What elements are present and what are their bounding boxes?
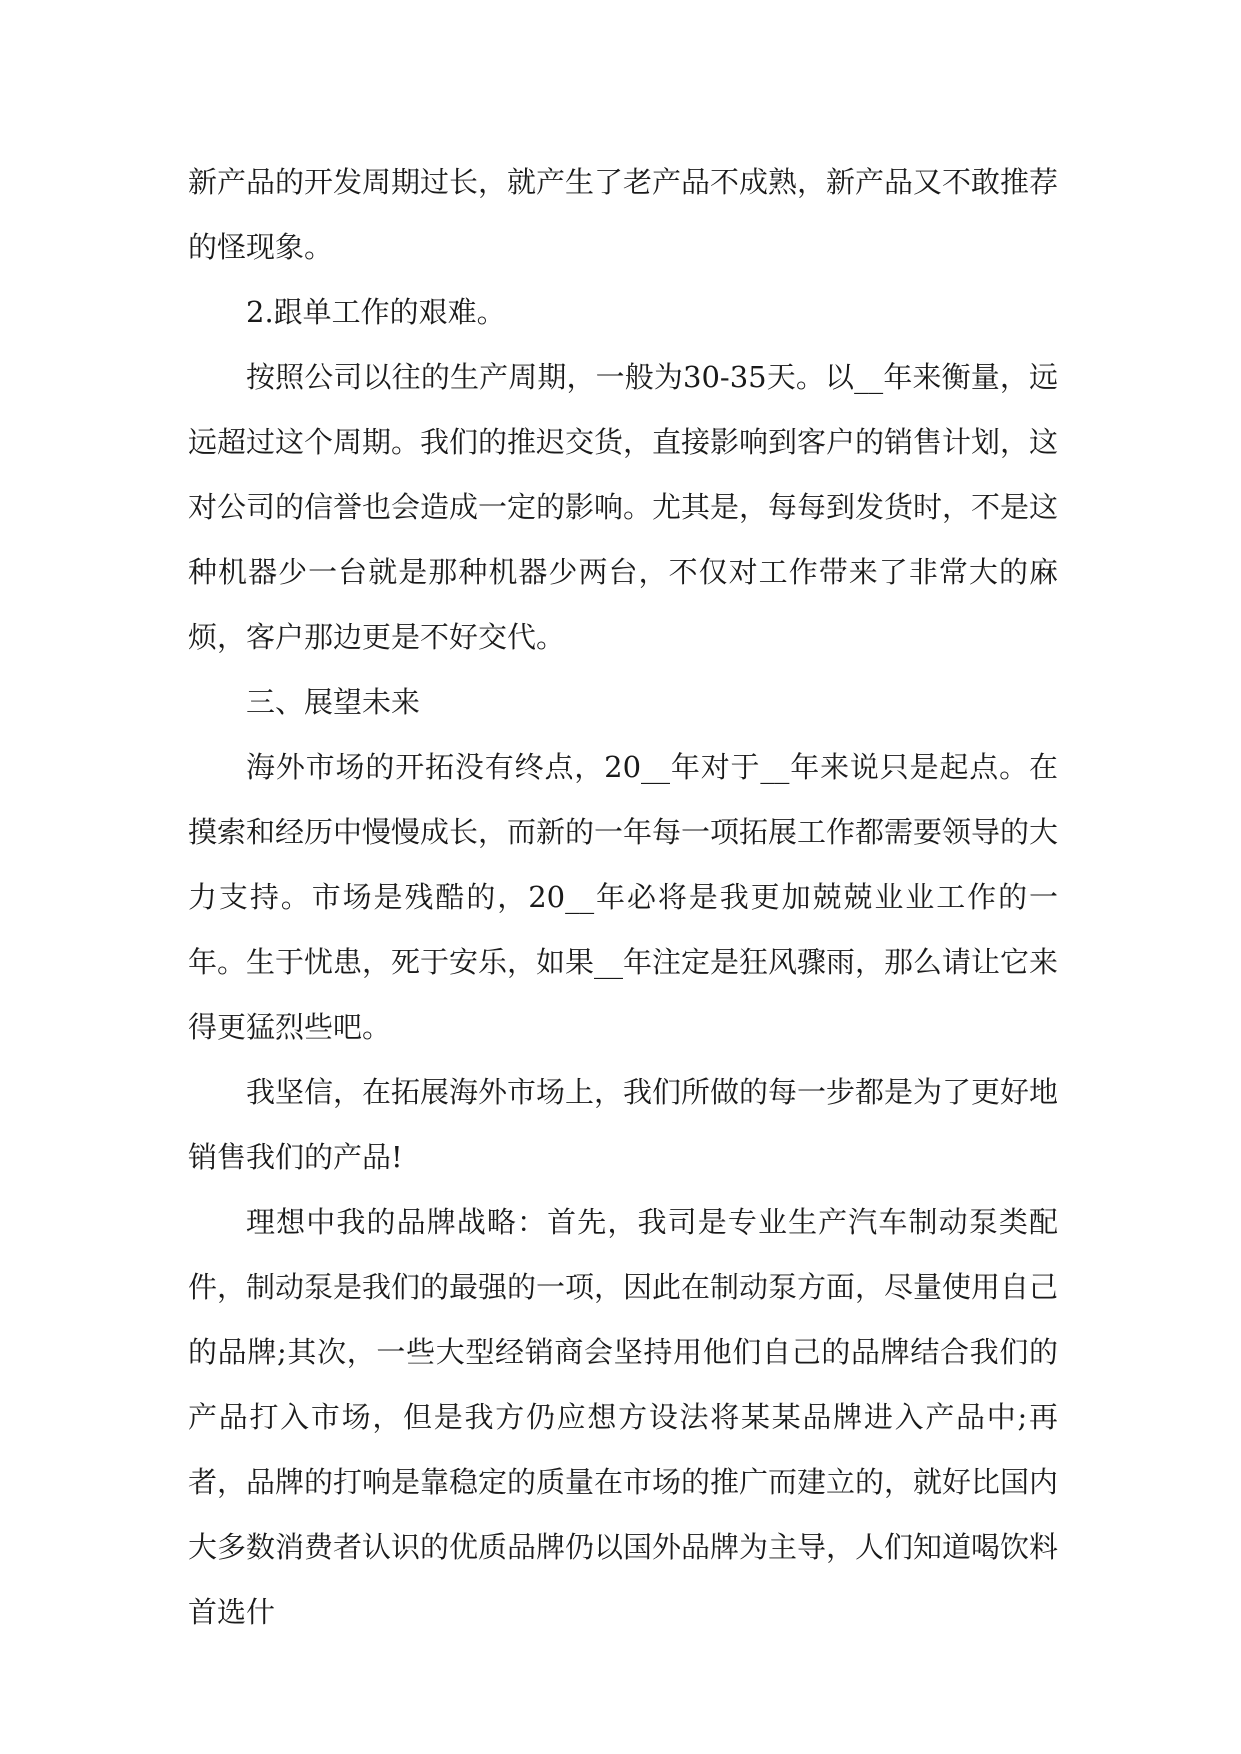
heading-order-tracking: 2.跟单工作的艰难。 (246, 295, 506, 329)
paragraph-overseas-market: 海外市场的开拓没有终点，20__年对于__年来说只是起点。在摸索和经历中慢慢成长，而新的一年每一项拓展工作都需要领导的大力支持。市场是残酷的，20__年必将是我更加兢兢业业工作的一年。生于忧患，死于安乐，如果__年注定是狂风骤雨，那么请让它来得更猛烈些吧。 (188, 750, 1059, 1044)
paragraph-brand-strategy: 理想中我的品牌战略：首先，我司是专业生产汽车制动泵类配件，制动泵是我们的最强的一项，因此在制动泵方面，尽量使用自己的品牌;其次，一些大型经销商会坚持用他们自己的品牌结合我们的产品打入市场，但是我方仍应想方设法将某某品牌进入产品中;再者，品牌的打响是靠稳定的质量在市场的推广而建立的，就好比国内大多数消费者认识的优质品牌仍以国外品牌为主导，人们知道喝饮料首选什 (188, 1205, 1059, 1629)
document-body (188, 150, 1058, 1645)
paragraph-production-cycle: 按照公司以往的生产周期，一般为30-35天。以__年来衡量，远远超过这个周期。我们的推迟交货，直接影响到客户的销售计划，这对公司的信誉也会造成一定的影响。尤其是，每每到发货时，不是这种机器少一台就是那种机器少两台，不仅对工作带来了非常大的麻烦，客户那边更是不好交代。 (188, 360, 1059, 654)
paragraph-product-cycle: 新产品的开发周期过长，就产生了老产品不成熟，新产品又不敢推荐的怪现象。 (188, 165, 1059, 264)
heading-outlook: 三、展望未来 (246, 685, 421, 719)
paragraph-belief: 我坚信，在拓展海外市场上，我们所做的每一步都是为了更好地销售我们的产品! (188, 1075, 1059, 1174)
